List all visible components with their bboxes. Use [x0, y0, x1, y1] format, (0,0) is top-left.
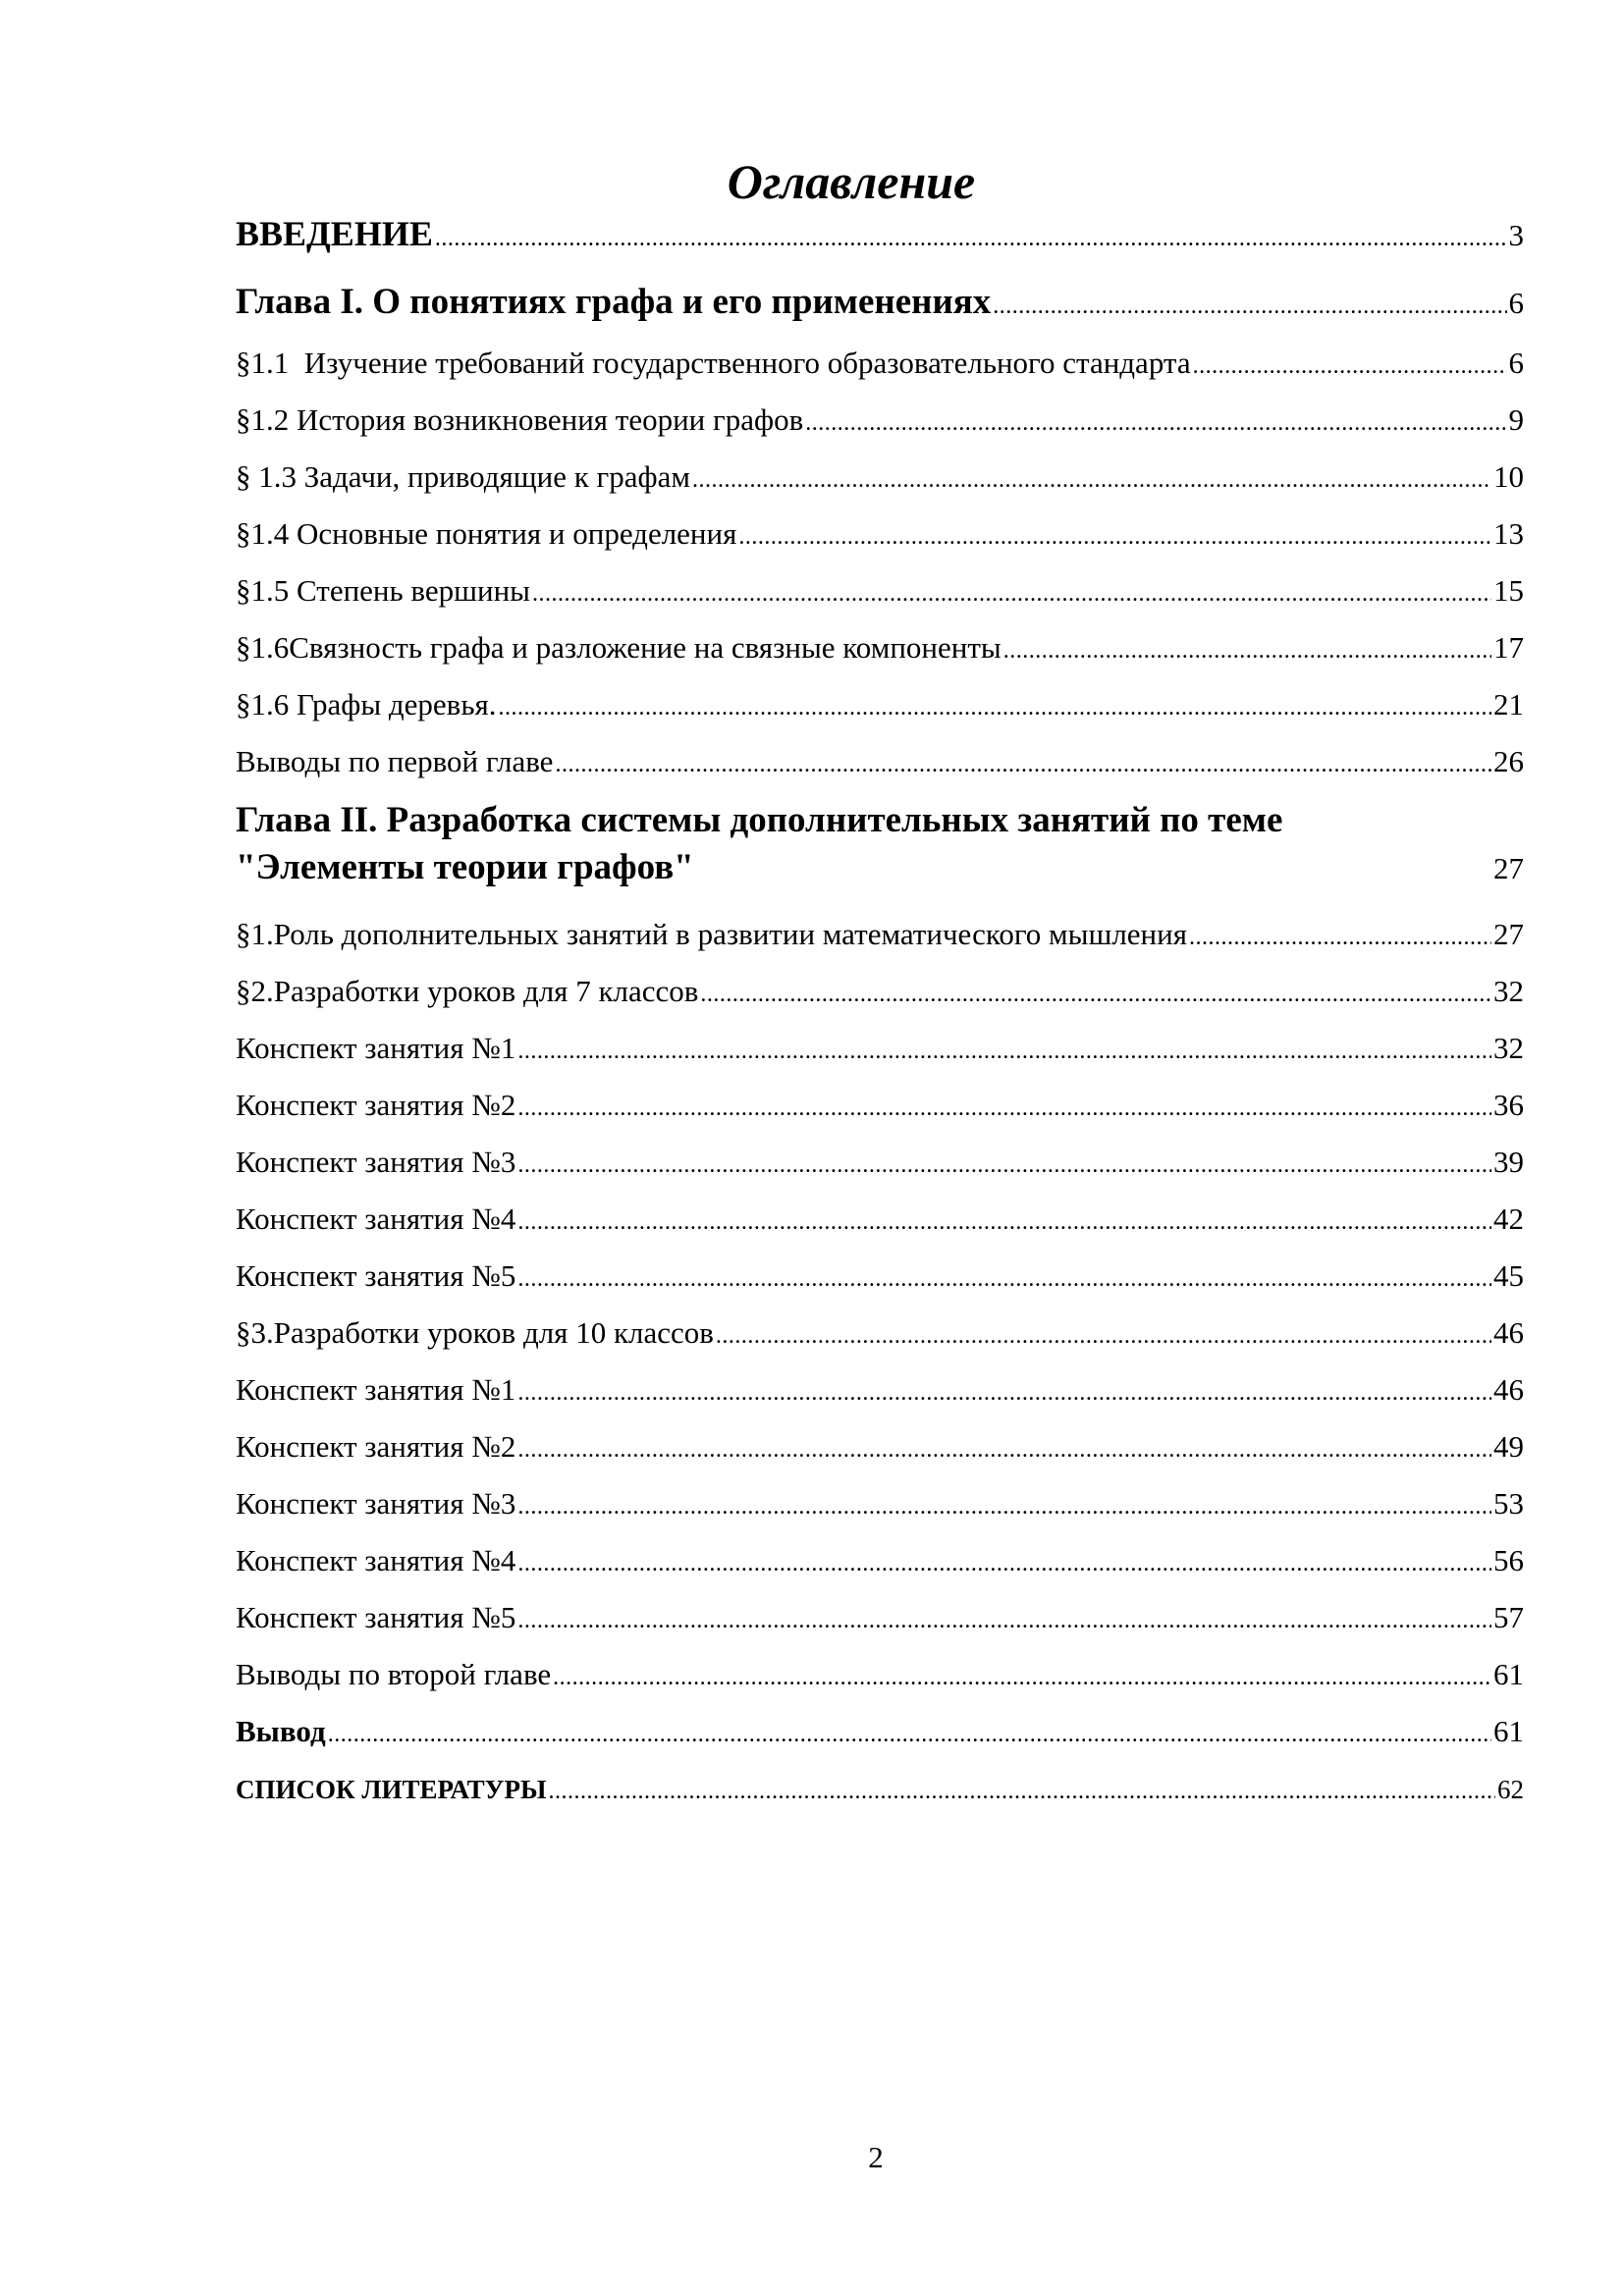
toc-entry-introduction[interactable] [236, 214, 1524, 258]
toc-entry-page: 49 [1493, 1429, 1524, 1464]
toc-entry-label: §1.1 Изучение требований государственного образовательного стандарта [236, 346, 1191, 380]
toc-entry-lesson-10-4[interactable] [236, 1541, 1524, 1583]
toc-entry-label: Конспект занятия №5 [236, 1258, 516, 1293]
toc-entry-label: §1.6Связность графа и разложение на связные компоненты [236, 630, 1001, 665]
toc-entry-page: 57 [1493, 1600, 1524, 1634]
page-number: 2 [868, 2140, 884, 2174]
toc-entry-page: 61 [1493, 1714, 1524, 1748]
toc-entry-section-1-3[interactable] [236, 457, 1524, 500]
toc-entry-label: §1.4 Основные понятия и определения [236, 516, 737, 551]
toc-entry-line2 [236, 844, 1524, 892]
dot-leader [738, 514, 1491, 557]
toc-entry-page: 62 [1497, 1775, 1524, 1804]
toc-entry-page: 46 [1493, 1372, 1524, 1407]
toc-entry-section-1-2[interactable] [236, 400, 1524, 443]
dot-leader [716, 1313, 1491, 1356]
dot-leader [517, 1143, 1491, 1185]
toc-entry-lesson-7-5[interactable] [236, 1256, 1524, 1299]
toc-entry-lesson-10-5[interactable] [236, 1598, 1524, 1640]
dot-leader [805, 400, 1506, 443]
toc-entry-label: Конспект занятия №4 [236, 1543, 516, 1577]
toc-entry-label: §3.Разработки уроков для 10 классов [236, 1315, 714, 1350]
toc-entry-lesson-10-2[interactable] [236, 1427, 1524, 1469]
toc-entry-page: 6 [1508, 286, 1524, 320]
dot-leader [328, 1712, 1491, 1754]
toc-entry-lesson-7-4[interactable] [236, 1200, 1524, 1242]
toc-entry-label: Конспект занятия №3 [236, 1145, 516, 1179]
toc-entry-section-1-4[interactable] [236, 514, 1524, 557]
dot-leader [692, 457, 1491, 500]
dot-leader [517, 1484, 1491, 1526]
toc-entry-chapter-1[interactable] [236, 283, 1524, 326]
toc-entry-page: 56 [1493, 1543, 1524, 1577]
toc-entry-label: Конспект занятия №2 [236, 1088, 516, 1122]
toc-entry-page: 13 [1493, 516, 1524, 551]
toc-entry-lesson-7-3[interactable] [236, 1143, 1524, 1185]
toc-entry-label: Конспект занятия №1 [236, 1372, 516, 1407]
toc-entry-label: Конспект занятия №5 [236, 1600, 516, 1634]
toc-entry-label: §2.Разработки уроков для 7 классов [236, 974, 699, 1008]
toc-entry-label: Конспект занятия №3 [236, 1486, 516, 1521]
dot-leader [517, 1598, 1491, 1640]
toc-entry-section-2-1[interactable] [236, 915, 1524, 957]
toc-entry-page: 9 [1508, 402, 1524, 437]
toc-entry-page: 36 [1493, 1088, 1524, 1122]
toc-entry-label: §1.2 История возникновения теории графов [236, 402, 804, 437]
dot-leader [555, 742, 1491, 784]
toc-entry-page: 17 [1493, 630, 1524, 665]
toc-entry-label: Выводы по второй главе [236, 1657, 552, 1691]
dot-leader [1193, 344, 1507, 386]
toc-entry-label: Выводы по первой главе [236, 744, 554, 778]
toc-entry-page: 42 [1493, 1201, 1524, 1236]
dot-leader [1003, 628, 1491, 670]
toc-entry-chapter-2-conclusions[interactable] [236, 1655, 1524, 1697]
toc-entry-label: Глава I. О понятиях графа и его применениях [236, 282, 992, 322]
dot-leader [517, 1029, 1491, 1071]
dot-leader [700, 972, 1491, 1014]
toc-entry-label: Вывод [236, 1714, 326, 1748]
toc-title: Оглавление [727, 154, 976, 209]
toc-entry-section-1-6a[interactable] [236, 628, 1524, 670]
dot-leader [532, 571, 1491, 614]
toc-entry-section-2-2[interactable] [236, 972, 1524, 1014]
toc-entry-page: 46 [1493, 1315, 1524, 1350]
toc-entry-page: 26 [1493, 744, 1524, 778]
toc-entry-label: §1.5 Степень вершины [236, 573, 530, 608]
dot-leader [435, 216, 1507, 258]
toc-entry-label: Конспект занятия №2 [236, 1429, 516, 1464]
dot-leader [517, 1541, 1491, 1583]
toc-entry-page: 45 [1493, 1258, 1524, 1293]
toc-entry-page: 6 [1508, 346, 1524, 380]
toc-entry-page: 21 [1493, 687, 1524, 721]
toc-entry-section-1-5[interactable] [236, 571, 1524, 614]
toc-entry-label: § 1.3 Задачи, приводящие к графам [236, 459, 690, 494]
dot-leader [517, 1200, 1491, 1242]
toc-entry-conclusion[interactable] [236, 1712, 1524, 1754]
toc-entry-label: Конспект занятия №1 [236, 1031, 516, 1065]
toc-entry-lesson-7-1[interactable] [236, 1029, 1524, 1071]
toc-entry-lesson-10-1[interactable] [236, 1370, 1524, 1413]
dot-leader [553, 1655, 1491, 1697]
dot-leader [517, 1256, 1491, 1299]
toc-entry-page: 61 [1493, 1657, 1524, 1691]
toc-entry-page: 27 [1493, 917, 1524, 951]
toc-entry-page: 10 [1493, 459, 1524, 494]
dot-leader [498, 685, 1491, 727]
toc-entry-section-1-6b[interactable] [236, 685, 1524, 727]
toc-entry-page: 15 [1493, 573, 1524, 608]
dot-leader [1189, 915, 1491, 957]
toc-entry-page: 32 [1493, 1031, 1524, 1065]
toc-entry-chapter-2[interactable] [236, 797, 1524, 892]
toc-entry-page: 39 [1493, 1145, 1524, 1179]
toc-entry-chapter-1-conclusions[interactable] [236, 742, 1524, 784]
toc-entry-label: ВВЕДЕНИЕ [236, 214, 433, 253]
dot-leader [517, 1086, 1491, 1128]
toc-entry-page: 3 [1508, 218, 1524, 252]
toc-entry-page: 27 [1493, 851, 1524, 885]
toc-entry-label-line2: "Элементы теории графов" [236, 847, 694, 887]
dot-leader [517, 1427, 1491, 1469]
dot-leader [993, 284, 1506, 326]
dot-leader [517, 1370, 1491, 1413]
toc-entry-label: §1.Роль дополнительных занятий в развитии математического мышления [236, 917, 1187, 951]
toc-entry-label: Конспект занятия №4 [236, 1201, 516, 1236]
toc-entry-label: §1.6 Графы деревья. [236, 687, 497, 721]
toc-entry-section-1-1[interactable] [236, 344, 1524, 386]
toc-entry-bibliography[interactable] [236, 1769, 1524, 1811]
toc-entry-page: 32 [1493, 974, 1524, 1008]
toc-entry-page: 53 [1493, 1486, 1524, 1521]
toc-entry-lesson-7-2[interactable] [236, 1086, 1524, 1128]
toc-entry-label-line1: Глава II. Разработка системы дополнительных занятий по теме [236, 800, 1283, 840]
toc-entry-lesson-10-3[interactable] [236, 1484, 1524, 1526]
toc-entry-section-2-3[interactable] [236, 1313, 1524, 1356]
dot-leader [548, 1769, 1495, 1811]
toc-entry-label: СПИСОК ЛИТЕРАТУРЫ [236, 1775, 547, 1804]
